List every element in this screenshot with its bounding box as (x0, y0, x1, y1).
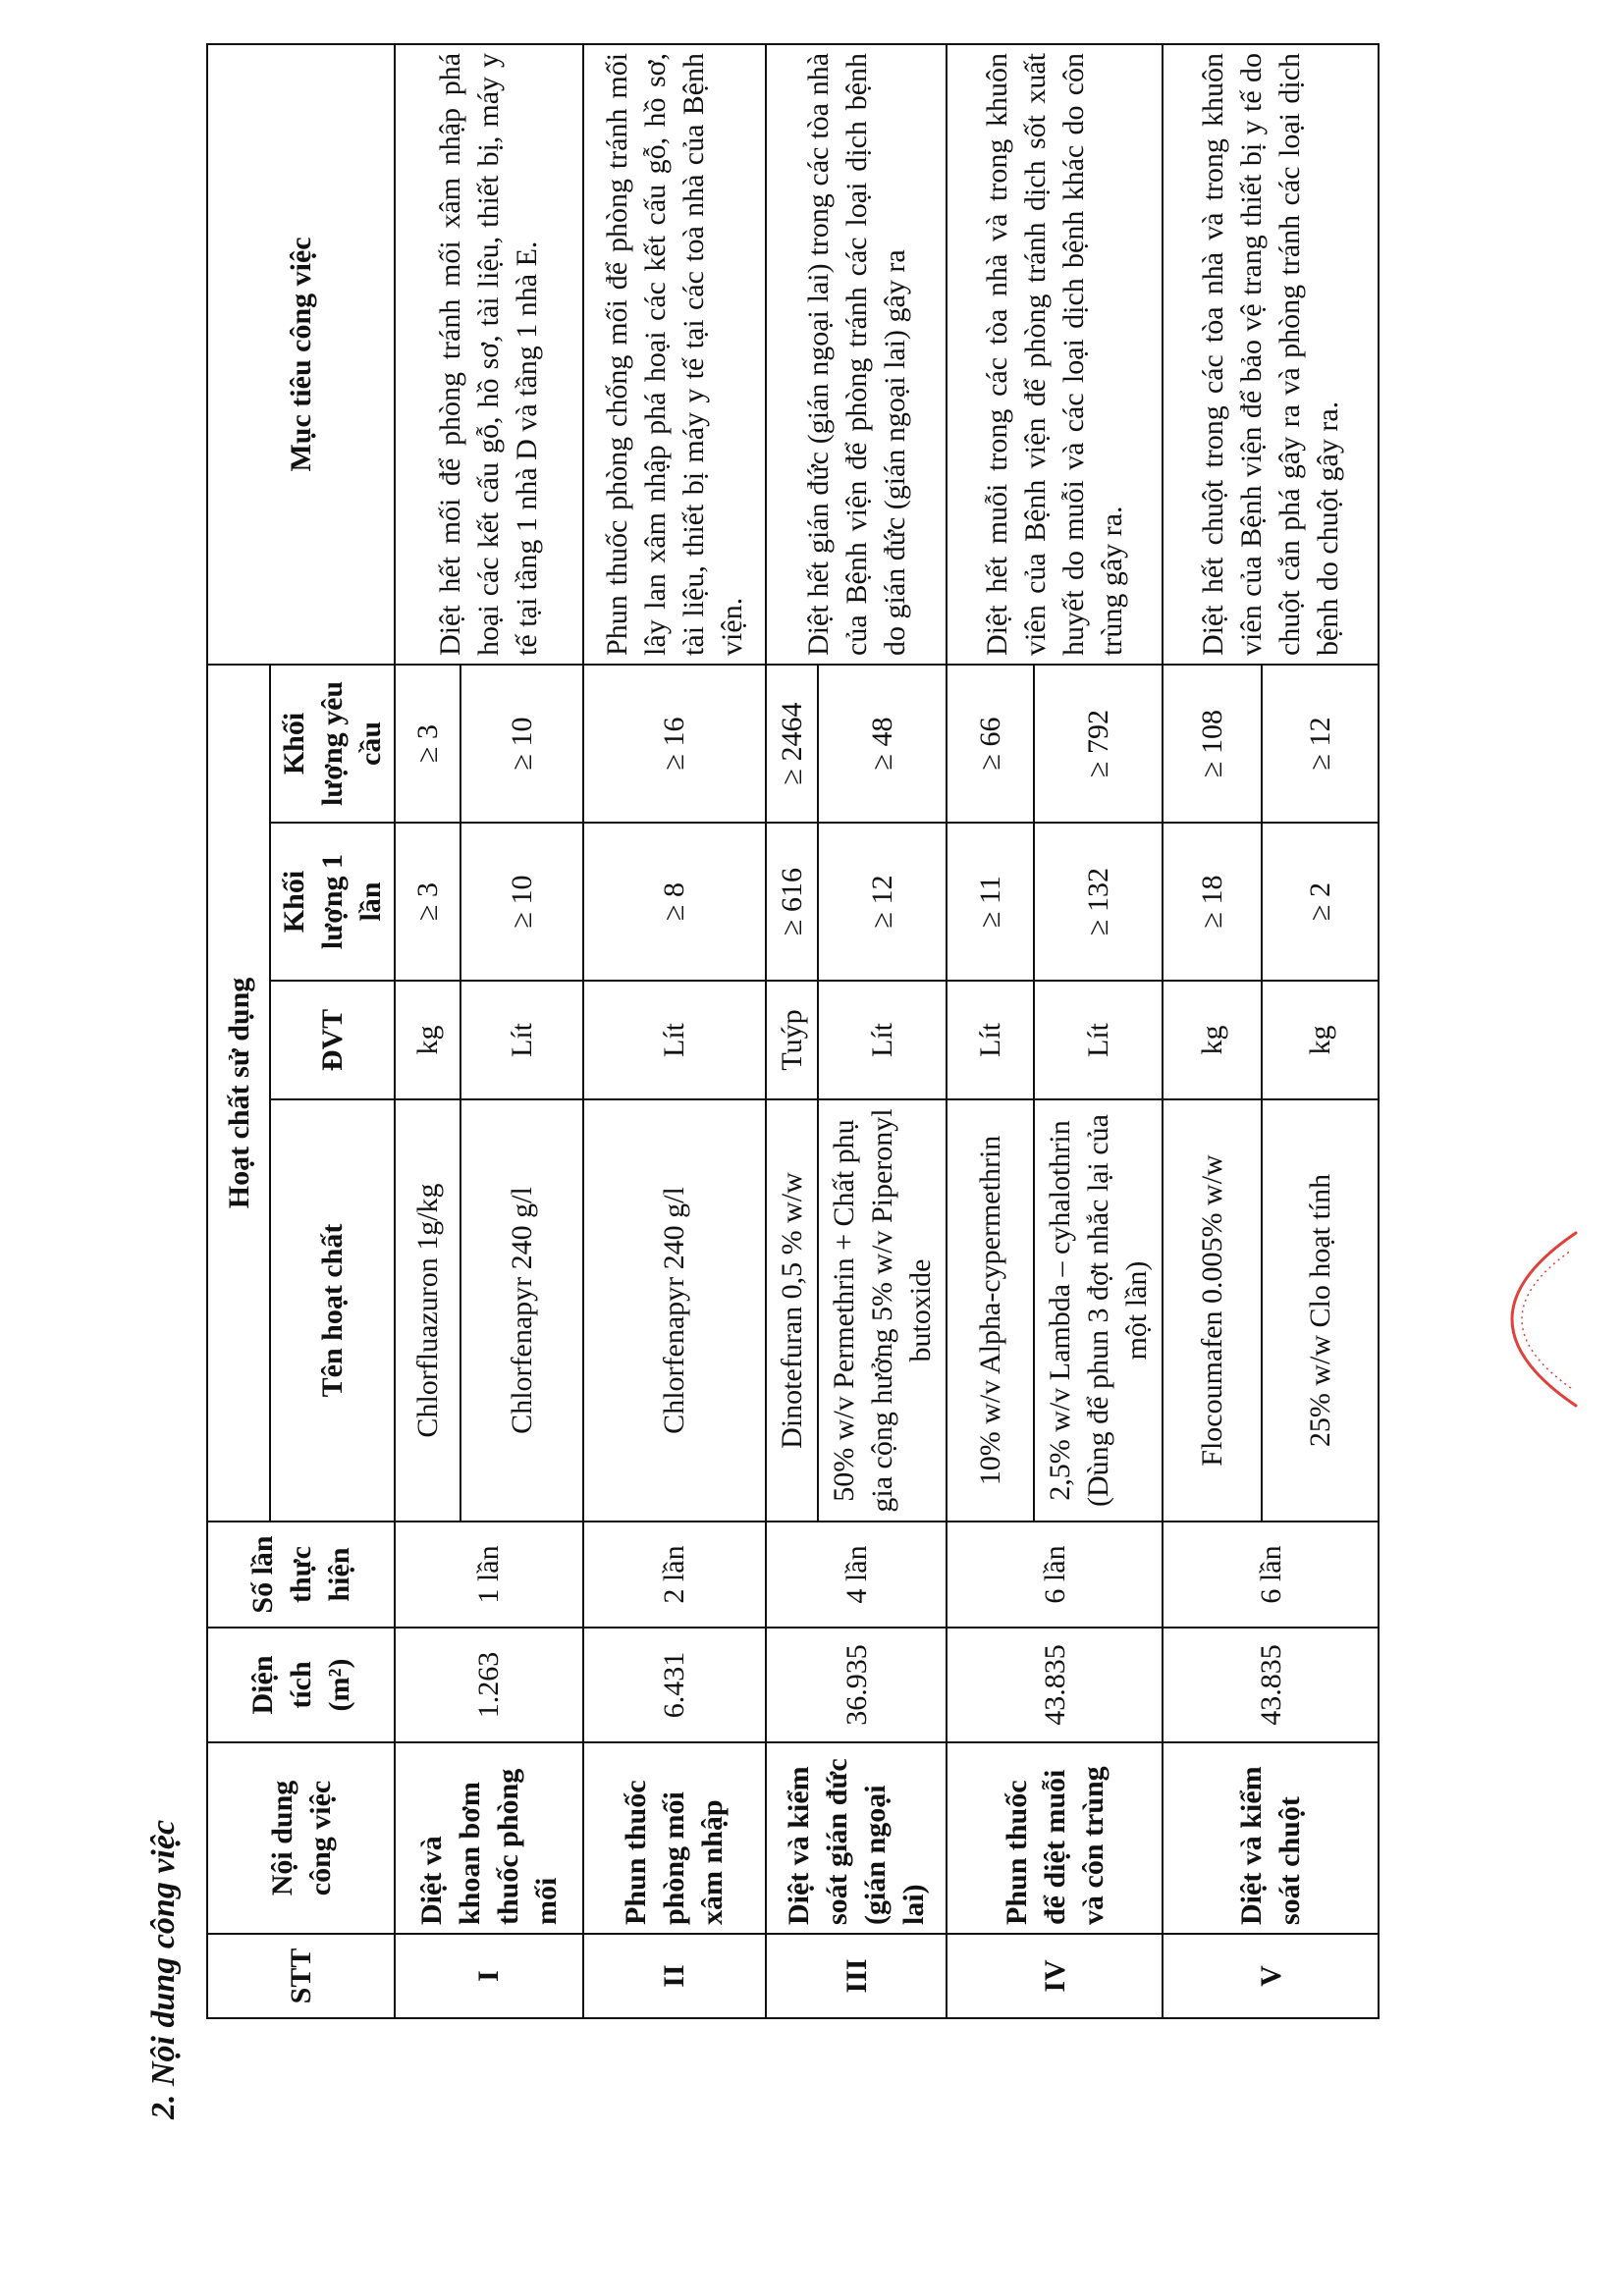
header-area: Diện tích (m²) (207, 1628, 395, 1742)
row-4-chemical-2-required: ≥ 792 (1034, 665, 1163, 823)
row-4-chemical-2-name: 2,5% w/v Lambda – cyhalothrin (Dùng để phun 3 đợt nhắc lại của một lần) (1034, 1099, 1163, 1522)
row-2-chemical-1-name: Chlorfenapyr 240 g/l (583, 1099, 766, 1522)
row-2-chemical-1-per-time: ≥ 8 (583, 823, 766, 981)
row-1-times: 1 lần (395, 1522, 583, 1628)
row-4-chemical-1-required: ≥ 66 (947, 665, 1034, 823)
row-4-chemical-2-unit: Lít (1034, 981, 1163, 1099)
row-5-area: 43.835 (1163, 1628, 1379, 1742)
row-1-stt: I (395, 1934, 583, 2018)
row-2-objective: Phun thuốc phòng chống mối để phòng tránh mối lây lan xâm nhập phá hoại các kết cấu gỗ, hồ sơ, tài liệu, thiết bị máy y tế tại các toà nhà của Bệnh viện. (583, 44, 766, 665)
header-per-time: Khối lượng 1 lần (270, 823, 395, 981)
row-1-objective: Diệt hết mối để phòng tránh mối xâm nhập phá hoại các kết cấu gỗ, hồ sơ, tài liệu, thiết bị, máy y tế tại tầng 1 nhà D và tầng 1 nhà E. (395, 44, 583, 665)
row-4-chemical-2-per-time: ≥ 132 (1034, 823, 1163, 981)
row-1-content: Diệt và khoan bơm thuốc phòng mối (395, 1742, 583, 1934)
row-3-chemical-1-required: ≥ 2464 (766, 665, 818, 823)
row-4-objective: Diệt hết muỗi trong các tòa nhà và trong khuôn viên của Bệnh viện để phòng tránh dịch sốt xuất huyết do muỗi và các loại dịch bệnh khác do côn trùng gây ra. (947, 44, 1163, 665)
header-required: Khối lượng yêu cầu (270, 665, 395, 823)
header-content: Nội dung công việc (207, 1742, 395, 1934)
row-1-chemical-2-required: ≥ 10 (460, 665, 583, 823)
row-4-stt: IV (947, 1934, 1163, 2018)
row-3-chemical-2-name: 50% w/v Permethrin + Chất phụ gia cộng hưởng 5% w/v Piperonyl butoxide (818, 1099, 947, 1522)
row-3-chemical-2-unit: Lít (818, 981, 947, 1099)
row-2-chemical-1-required: ≥ 16 (583, 665, 766, 823)
row-5-chemical-1-per-time: ≥ 18 (1163, 823, 1262, 981)
row-5-chemical-2-required: ≥ 12 (1262, 665, 1379, 823)
seal-stamp-fragment (1473, 1221, 1591, 1417)
row-3-area: 36.935 (766, 1628, 947, 1742)
row-5-chemical-1-unit: kg (1163, 981, 1262, 1099)
header-chemicals-group: Hoạt chất sử dụng (207, 665, 270, 1522)
row-1-chemical-1-unit: kg (395, 981, 460, 1099)
row-5-chemical-2-name: 25% w/w Clo hoạt tính (1262, 1099, 1379, 1522)
row-4-chemical-1-name: 10% w/v Alpha-cypermethrin (947, 1099, 1034, 1522)
header-chemical-name: Tên hoạt chất (270, 1099, 395, 1522)
row-4-content: Phun thuốc để diệt muỗi và côn trùng (947, 1742, 1163, 1934)
row-2-content: Phun thuốc phòng mối xâm nhập (583, 1742, 766, 1934)
row-5-chemical-2-unit: kg (1262, 981, 1379, 1099)
row-3-stt: III (766, 1934, 947, 2018)
row-4-times: 6 lần (947, 1522, 1163, 1628)
row-3-chemical-2-per-time: ≥ 12 (818, 823, 947, 981)
row-1-chemical-2-unit: Lít (460, 981, 583, 1099)
work-content-table (206, 43, 1380, 2019)
row-2-times: 2 lần (583, 1522, 766, 1628)
row-2-chemical-1-unit: Lít (583, 981, 766, 1099)
row-3-chemical-1-unit: Tuýp (766, 981, 818, 1099)
row-1-chemical-2-name: Chlorfenapyr 240 g/l (460, 1099, 583, 1522)
row-5-objective: Diệt hết chuột trong các tòa nhà và trong khuôn viên của Bệnh viện để bảo vệ trang thiết bị y tế do chuột cắn phá gây ra và phòng tránh các loại dịch bệnh do chuột gây ra. (1163, 44, 1379, 665)
row-3-content: Diệt và kiểm soát gián đức (gián ngoại lai) (766, 1742, 947, 1934)
row-5-chemical-1-name: Flocoumafen 0.005% w/w (1163, 1099, 1262, 1522)
row-4-area: 43.835 (947, 1628, 1163, 1742)
row-3-chemical-2-required: ≥ 48 (818, 665, 947, 823)
row-1-area: 1.263 (395, 1628, 583, 1742)
row-5-stt: V (1163, 1934, 1379, 2018)
row-3-chemical-1-per-time: ≥ 616 (766, 823, 818, 981)
row-3-chemical-1-name: Dinotefuran 0,5 % w/w (766, 1099, 818, 1522)
row-5-times: 6 lần (1163, 1522, 1379, 1628)
row-2-area: 6.431 (583, 1628, 766, 1742)
row-1-chemical-1-name: Chlorfluazuron 1g/kg (395, 1099, 460, 1522)
row-5-content: Diệt và kiểm soát chuột (1163, 1742, 1379, 1934)
header-unit: ĐVT (270, 981, 395, 1099)
header-objective: Mục tiêu công việc (207, 44, 395, 665)
row-3-objective: Diệt hết gián đức (gián ngoại lai) trong các tòa nhà của Bệnh viện để phòng tránh các loại dịch bệnh do gián đức (gián ngoại lai) gây ra (766, 44, 947, 665)
row-5-chemical-1-required: ≥ 108 (1163, 665, 1262, 823)
section-heading: 2. Nội dung công việc (145, 1819, 182, 2119)
row-4-chemical-1-unit: Lít (947, 981, 1034, 1099)
row-2-stt: II (583, 1934, 766, 2018)
row-1-chemical-1-per-time: ≥ 3 (395, 823, 460, 981)
row-1-chemical-1-required: ≥ 3 (395, 665, 460, 823)
header-stt: STT (207, 1934, 395, 2018)
row-1-chemical-2-per-time: ≥ 10 (460, 823, 583, 981)
row-5-chemical-2-per-time: ≥ 2 (1262, 823, 1379, 981)
row-3-times: 4 lần (766, 1522, 947, 1628)
row-4-chemical-1-per-time: ≥ 11 (947, 823, 1034, 981)
header-times: Số lần thực hiện (207, 1522, 395, 1628)
